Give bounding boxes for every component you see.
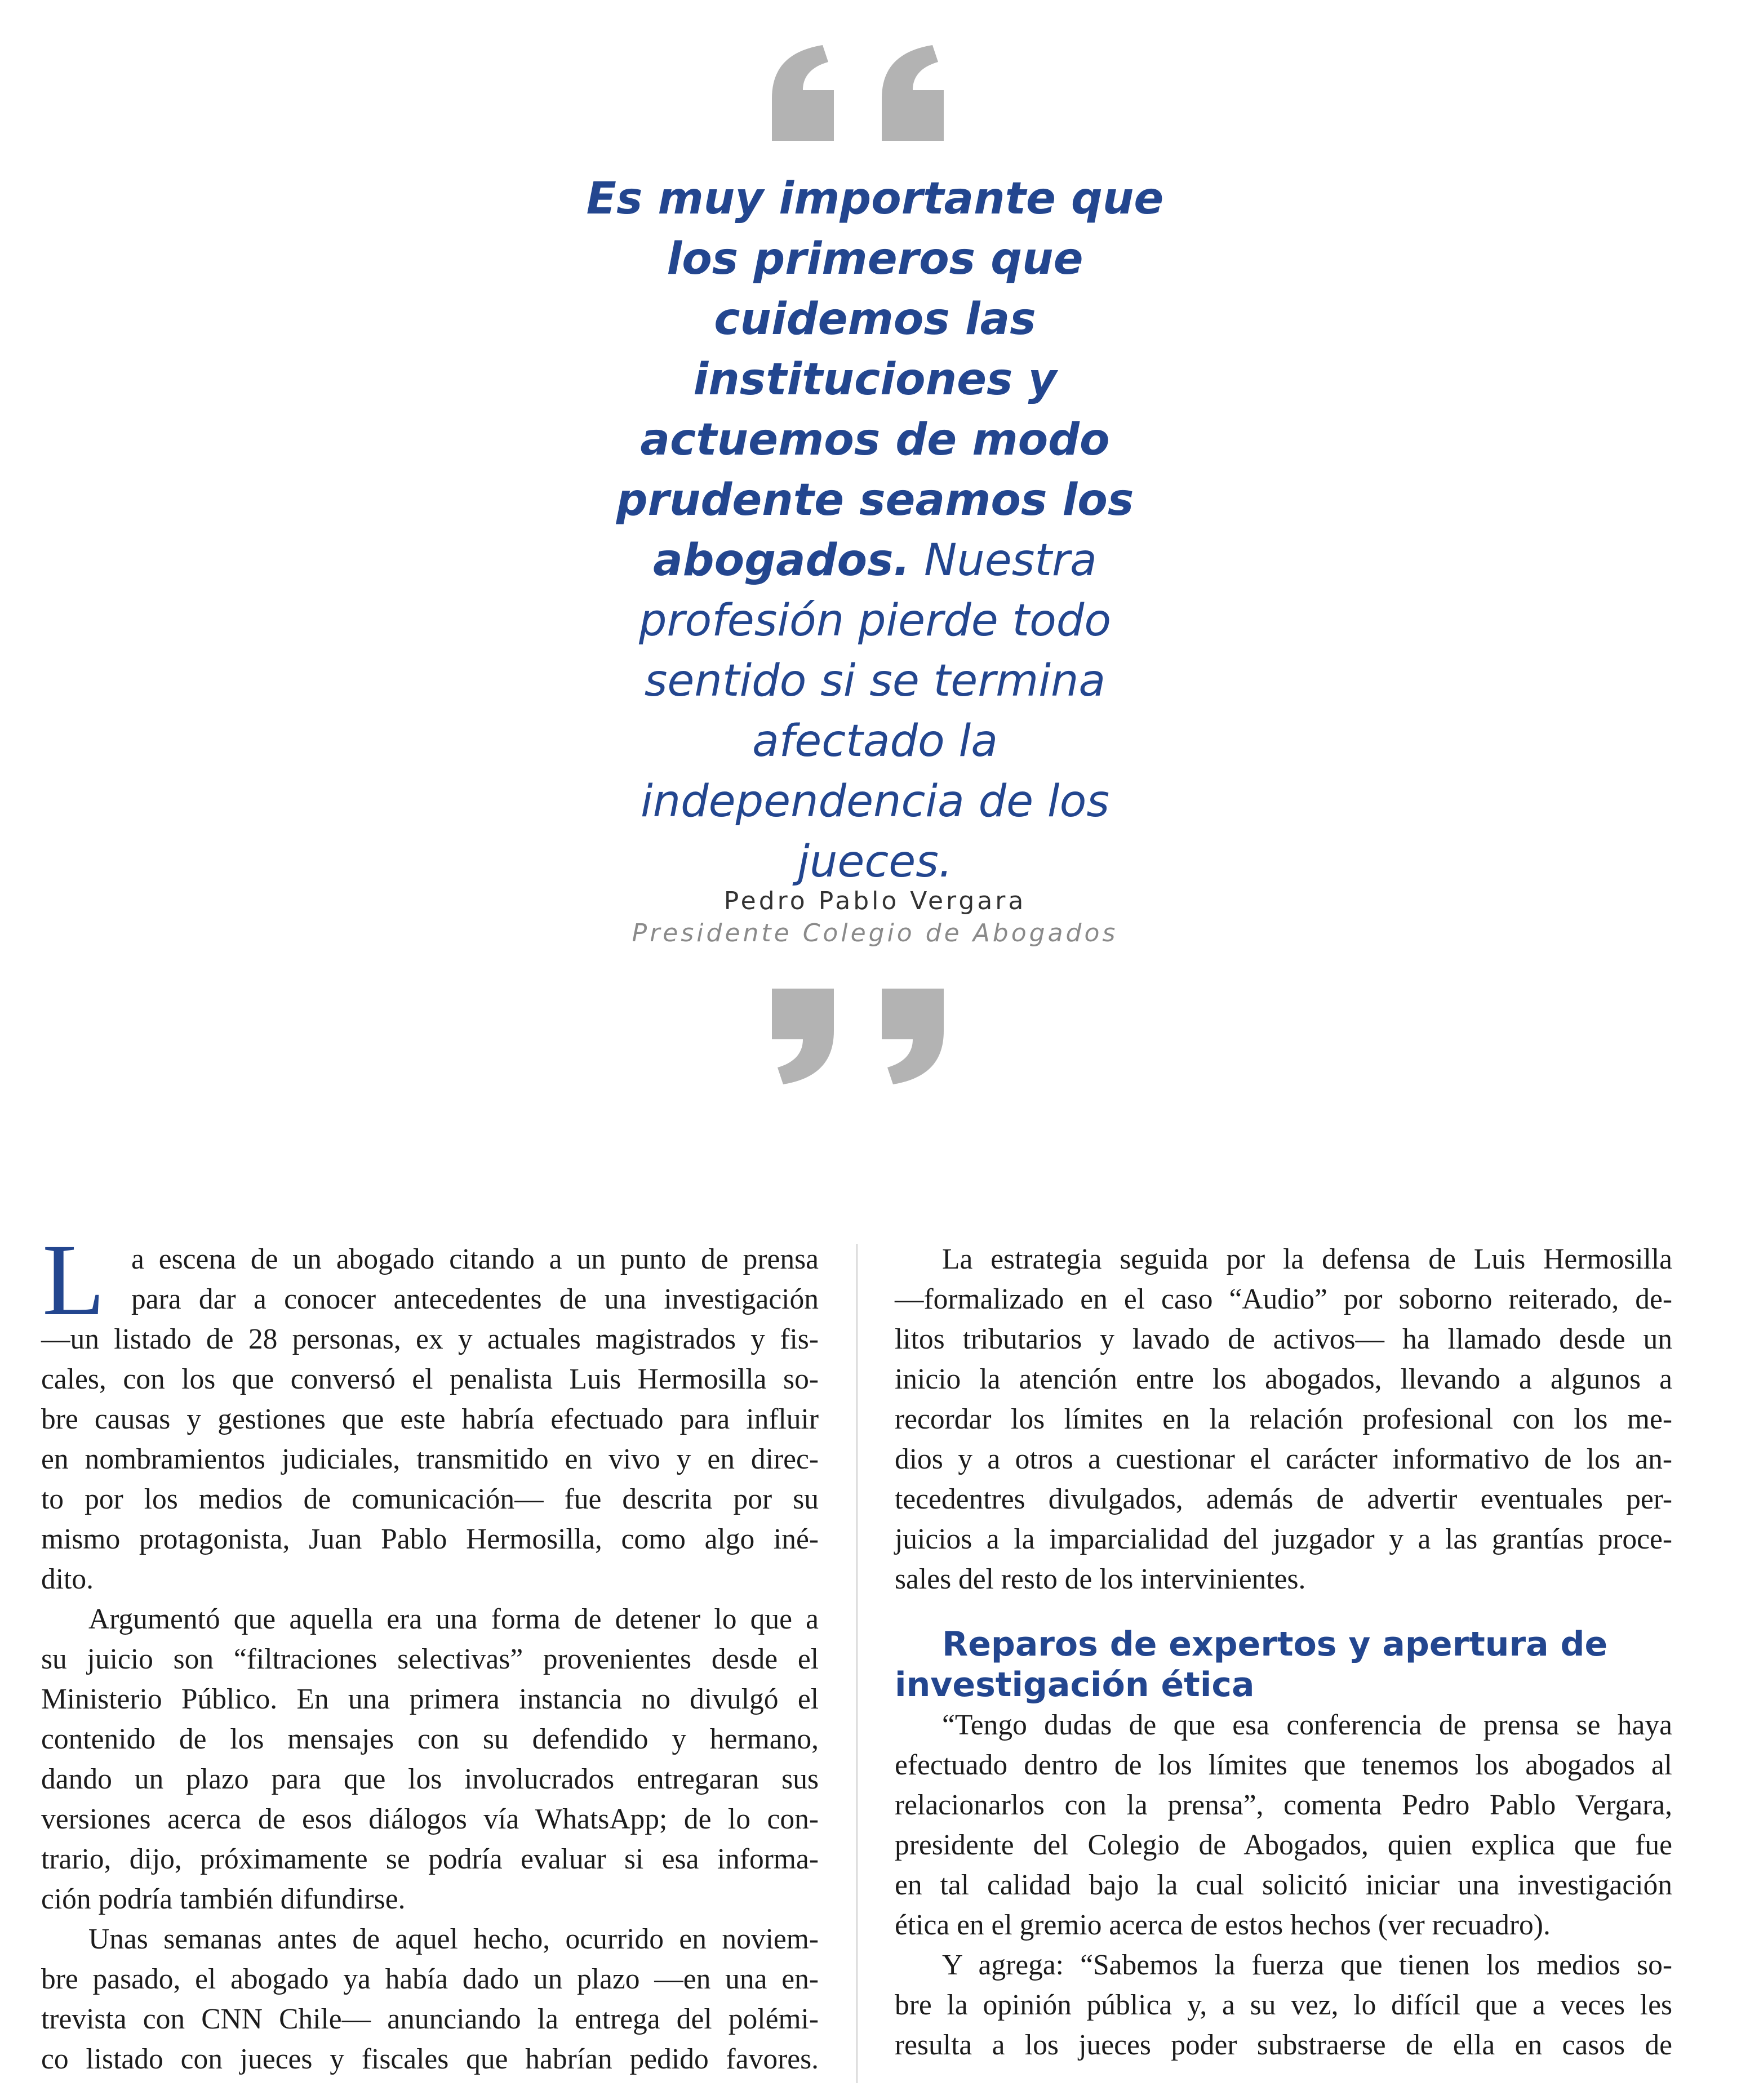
body-line: tecedentres divulgados, además de advertir eventuales per- bbox=[895, 1483, 1672, 1515]
pull-quote-line bbox=[537, 531, 1213, 591]
pull-quote-bold-word: abogados. bbox=[653, 535, 910, 586]
subheading-line: investigación ética bbox=[895, 1665, 1255, 1705]
body-line: para dar a conocer antecedentes de una investigación bbox=[131, 1283, 819, 1315]
pull-quote-line: instituciones y bbox=[693, 354, 1057, 405]
pull-quote-line: afectado la bbox=[752, 716, 998, 767]
body-line: —un listado de 28 personas, ex y actuales magistrados y fis- bbox=[41, 1323, 819, 1355]
body-line: en nombramientos judiciales, transmitido en vivo y en direc- bbox=[41, 1443, 819, 1475]
body-line: ción podría también difundirse. bbox=[41, 1883, 406, 1915]
body-line: bre la opinión pública y, a su vez, lo difícil que a veces les bbox=[895, 1989, 1672, 2021]
open-quote-icon bbox=[749, 45, 986, 158]
body-line: trevista con CNN Chile— anunciando la entrega del polémi- bbox=[41, 2003, 819, 2035]
pull-quote-line: jueces. bbox=[797, 837, 953, 887]
pull-quote-line: actuemos de modo bbox=[640, 415, 1110, 465]
body-line: La estrategia seguida por la defensa de Luis Hermosilla bbox=[942, 1243, 1672, 1275]
body-line: Ministerio Público. En una primera instancia no divulgó el bbox=[41, 1683, 819, 1715]
body-line: sales del resto de los intervinientes. bbox=[895, 1563, 1306, 1595]
body-line: to por los medios de comunicación— fue descrita por su bbox=[41, 1483, 819, 1515]
pull-quote-line: independencia de los bbox=[641, 776, 1109, 827]
body-line: Unas semanas antes de aquel hecho, ocurrido en noviem- bbox=[88, 1923, 819, 1955]
body-line: dito. bbox=[41, 1563, 94, 1595]
article-column-right bbox=[895, 1239, 1672, 2065]
pull-quote-line: Es muy importante que bbox=[586, 173, 1164, 224]
pull-quote-line: los primeros que bbox=[667, 234, 1083, 284]
body-line: dando un plazo para que los involucrados entregaran sus bbox=[41, 1763, 819, 1795]
body-line: efectuado dentro de los límites que tenemos los abogados al bbox=[895, 1749, 1672, 1781]
body-line: Argumentó que aquella era una forma de detener lo que a bbox=[88, 1603, 819, 1635]
pull-quote-line: sentido si se termina bbox=[644, 656, 1106, 706]
section-subheading bbox=[895, 1624, 1672, 1705]
body-line: bre pasado, el abogado ya había dado un plazo —en una en- bbox=[41, 1963, 819, 1995]
body-line: versiones acerca de esos diálogos vía WhatsApp; de lo con- bbox=[41, 1803, 819, 1835]
body-line: relacionarlos con la prensa”, comenta Pedro Pablo Vergara, bbox=[895, 1789, 1672, 1821]
quote-attribution bbox=[537, 886, 1213, 950]
article-column-left bbox=[41, 1223, 819, 2079]
body-line: presidente del Colegio de Abogados, quien explica que fue bbox=[895, 1829, 1672, 1861]
pull-quote-line: profesión pierde todo bbox=[638, 595, 1112, 646]
body-line: su juicio son “filtraciones selectivas” provenientes desde el bbox=[41, 1643, 819, 1675]
attribution-role: Presidente Colegio de Abogados bbox=[632, 919, 1118, 947]
body-line: bre causas y gestiones que este habría efectuado para influir bbox=[41, 1403, 819, 1435]
attribution-name: Pedro Pablo Vergara bbox=[723, 887, 1027, 915]
body-line: “Tengo dudas de que esa conferencia de prensa se haya bbox=[942, 1709, 1672, 1741]
pull-quote bbox=[537, 169, 1213, 892]
body-line: cales, con los que conversó el penalista Luis Hermosilla so- bbox=[41, 1363, 819, 1395]
body-line: ética en el gremio acerca de estos hechos (ver recuadro). bbox=[895, 1909, 1551, 1941]
close-quote-icon bbox=[749, 989, 986, 1101]
body-line: litos tributarios y lavado de activos— ha llamado desde un bbox=[895, 1323, 1672, 1355]
body-line: dios y a otros a cuestionar el carácter informativo de los an- bbox=[895, 1443, 1672, 1475]
body-line: co listado con jueces y fiscales que habrían pedido favores. bbox=[41, 2043, 819, 2075]
body-line: a escena de un abogado citando a un punto de prensa bbox=[131, 1243, 819, 1275]
pull-quote-line: prudente seamos los bbox=[616, 475, 1134, 526]
body-line: inicio la atención entre los abogados, llevando a algunos a bbox=[895, 1363, 1672, 1395]
body-line: resulta a los jueces poder substraerse de ella en casos de bbox=[895, 2029, 1672, 2061]
body-line: contenido de los mensajes con su defendido y hermano, bbox=[41, 1723, 819, 1755]
body-line: Y agrega: “Sabemos la fuerza que tienen los medios so- bbox=[942, 1949, 1672, 1981]
subheading-line: Reparos de expertos y apertura de bbox=[942, 1625, 1608, 1664]
pull-quote-line: cuidemos las bbox=[714, 294, 1036, 345]
body-line: en tal calidad bajo la cual solicitó iniciar una investigación bbox=[895, 1869, 1672, 1901]
drop-cap: L bbox=[42, 1223, 105, 1337]
body-line: recordar los límites en la relación profesional con los me- bbox=[895, 1403, 1672, 1435]
body-line: —formalizado en el caso “Audio” por soborno reiterado, de- bbox=[895, 1283, 1672, 1315]
body-line: juicios a la imparcialidad del juzgador y a las grantías proce- bbox=[895, 1523, 1672, 1555]
column-divider bbox=[856, 1244, 858, 2083]
body-line: trario, dijo, próximamente se podría evaluar si esa informa- bbox=[41, 1843, 819, 1875]
body-line: mismo protagonista, Juan Pablo Hermosilla, como algo iné- bbox=[41, 1523, 819, 1555]
pull-quote-regular-word: Nuestra bbox=[910, 535, 1097, 586]
